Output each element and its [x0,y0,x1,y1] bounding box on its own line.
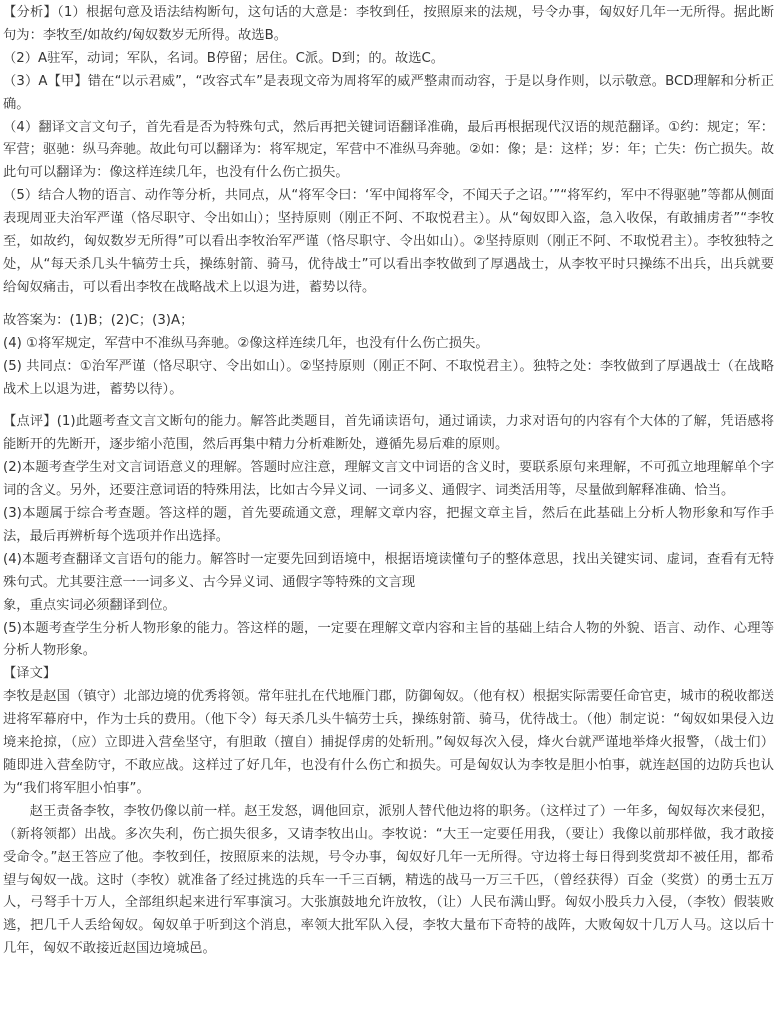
analysis-q3: （3）A【甲】错在“以示君威”，“改容式车”是表现文帝为周将军的威严整肃而动容，于是以身作则，以示敬意。BCD理解和分析正确。 [3,73,774,112]
comment-q5: (5)本题考查学生分析人物形象的能力。答这样的题，一定要在理解文章内容和主旨的基础上结合人物的外貌、语言、动作、心理等分析人物形象。 [3,620,774,659]
comment-q4-continued: 象，重点实词必须翻译到位。 [3,597,176,613]
analysis-q2: （2）A驻军，动词；军队，名词。B停留；居住。C派。D到；的。故选C。 [3,50,445,66]
translation-paragraph-2: 赵王责备李牧，李牧仍像以前一样。赵王发怒，调他回京，派别人替代他边将的职务。（这样过了）一年多，匈奴每次来侵犯，（新将领都）出战。多次失利，伤亡损失很多，又请李牧出山。李牧说：“大王一定要任用我，（要让）我像以前那样做，我才敢接受命令。”赵王答应了他。李牧到任，按照原来的法规，号令办事，匈奴好几年一无所得。守边将士每日得到奖赏却不被任用，都希望与匈奴一战。这时（李牧）就准备了经过挑选的兵车一千三百辆，精选的战马一万三千匹，（曾经获得）百金（奖赏）的勇士五万人，弓弩手十万人，全部组织起来进行军事演习。大张旗鼓地允许放牧，（让）人民布满山野。匈奴小股兵力入侵，（李牧）假装败逃，把几千人丢给匈奴。匈奴单于听到这个消息，率领大批军队入侵，李牧大量布下奇特的战阵，大败匈奴十几万人马。这以后十几年，匈奴不敢接近赵国边境城邑。 [3,803,774,957]
translation-paragraph-1: 李牧是赵国（镇守）北部边境的优秀将领。常年驻扎在代地雁门郡，防御匈奴。（他有权）根据实际需要任命官吏，城市的税收都送进将军幕府中，作为士兵的费用。（他下令）每天杀几头牛犒劳士兵，操练射箭、骑马，优待战士。（他）制定说：“匈奴如果侵入边境来抢掠，（应）立即进入营垒坚守，有胆敢（擅自）捕捉俘虏的处斩刑。”匈奴每次入侵，烽火台就严谨地举烽火报警，（战士们）随即进入营垒防守，不敢应战。这样过了好几年，也没有什么伤亡和损失。可是匈奴认为李牧是胆小怕事，就连赵国的边防兵也认为“我们将军胆小怕事”。 [3,689,774,796]
translation-section [3,663,774,961]
comment-q2: (2)本题考查学生对文言词语意义的理解。答题时应注意，理解文言文中词语的含义时，要联系原句来理解，不可孤立地理解单个字词的含义。另外，还要注意词语的特殊用法，比如古今异义词、一词多义、通假字、词类活用等，尽量做到解释准确、恰当。 [3,460,774,499]
analysis-q1: 【分析】（1）根据句意及语法结构断句，这句话的大意是：李牧到任，按照原来的法规，号令办事，匈奴好几年一无所得。据此断句为：李牧至/如故约/匈奴数岁无所得。故选B。 [3,5,774,43]
analysis-q5: （5）结合人物的语言、动作等分析，共同点，从“将军令曰：‘军中闻将军令，不闻天子之诏。’”“将军约，军中不得驱驰”等都从侧面表现周亚夫治军严谨（恪尽职守、令出如山）；坚持原则（刚正不阿、不取悦君主）。从“匈奴即入盗，急入收保，有敢捕虏者”“李牧至，如故约，匈奴数岁无所得”可以看出李牧治军严谨（恪尽职守、令出如山）。②坚持原则（刚正不阿、不取悦君主）。李牧独特之处，从“每天杀几头牛犒劳士兵，操练射箭、骑马，优待战士”可以看出李牧做到了厚遇战士，从李牧平时只操练不出兵，出兵就要给匈奴痛击，可以看出李牧在战略战术上以退为进，蓄势以待。 [3,188,774,295]
answer-q4: (4) ①将军规定，军营中不准纵马奔驰。②像这样连续几年，也没有什么伤亡损失。 [3,335,489,351]
translation-header: 【译文】 [3,666,57,682]
analysis-q4: （4）翻译文言文句子，首先看是否为特殊句式，然后再把关键词语翻译准确，最后再根据现代汉语的规范翻译。①约：规定；军：军营；驱驰：纵马奔驰。故此句可以翻译为：将军规定，军营中不准纵马奔驰。②如：像；是：这样；岁：年；亡失：伤亡损失。故此句可以翻译为：像这样连续几年，也没有什么伤亡损失。 [3,119,774,181]
answer-q5: (5) 共同点：①治军严谨（恪尽职守、令出如山）。②坚持原则（刚正不阿、不取悦君主）。独特之处：李牧做到了厚遇战士（在战略战术上以退为进，蓄势以待）。 [3,358,774,397]
comment-q3: (3)本题属于综合考查题。答这样的题，首先要疏通文意，理解文章内容，把握文章主旨，然后在此基础上分析人物形象和写作手法，最后再辨析每个选项并作出选择。 [3,506,774,544]
comment-q4: (4)本题考查翻译文言语句的能力。解答时一定要先回到语境中，根据语境读懂句子的整体意思，找出关键实词、虚词，查看有无特殊句式。尤其要注意一一词多义、古今异义词、通假字等特殊的文言现 [3,551,774,590]
answers-summary: 故答案为：(1)B；(2)C；(3)A； [3,312,194,328]
analysis-section [3,2,774,300]
comments-section [3,411,774,663]
answers-section [3,310,774,402]
comment-q1: 【点评】(1)此题考查文言文断句的能力。解答此类题目，首先诵读语句，通过诵读，力求对语句的内容有个大体的了解，凭语感将能断开的先断开，逐步缩小范围，然后再集中精力分析难断处，遵循先易后难的原则。 [3,414,774,453]
